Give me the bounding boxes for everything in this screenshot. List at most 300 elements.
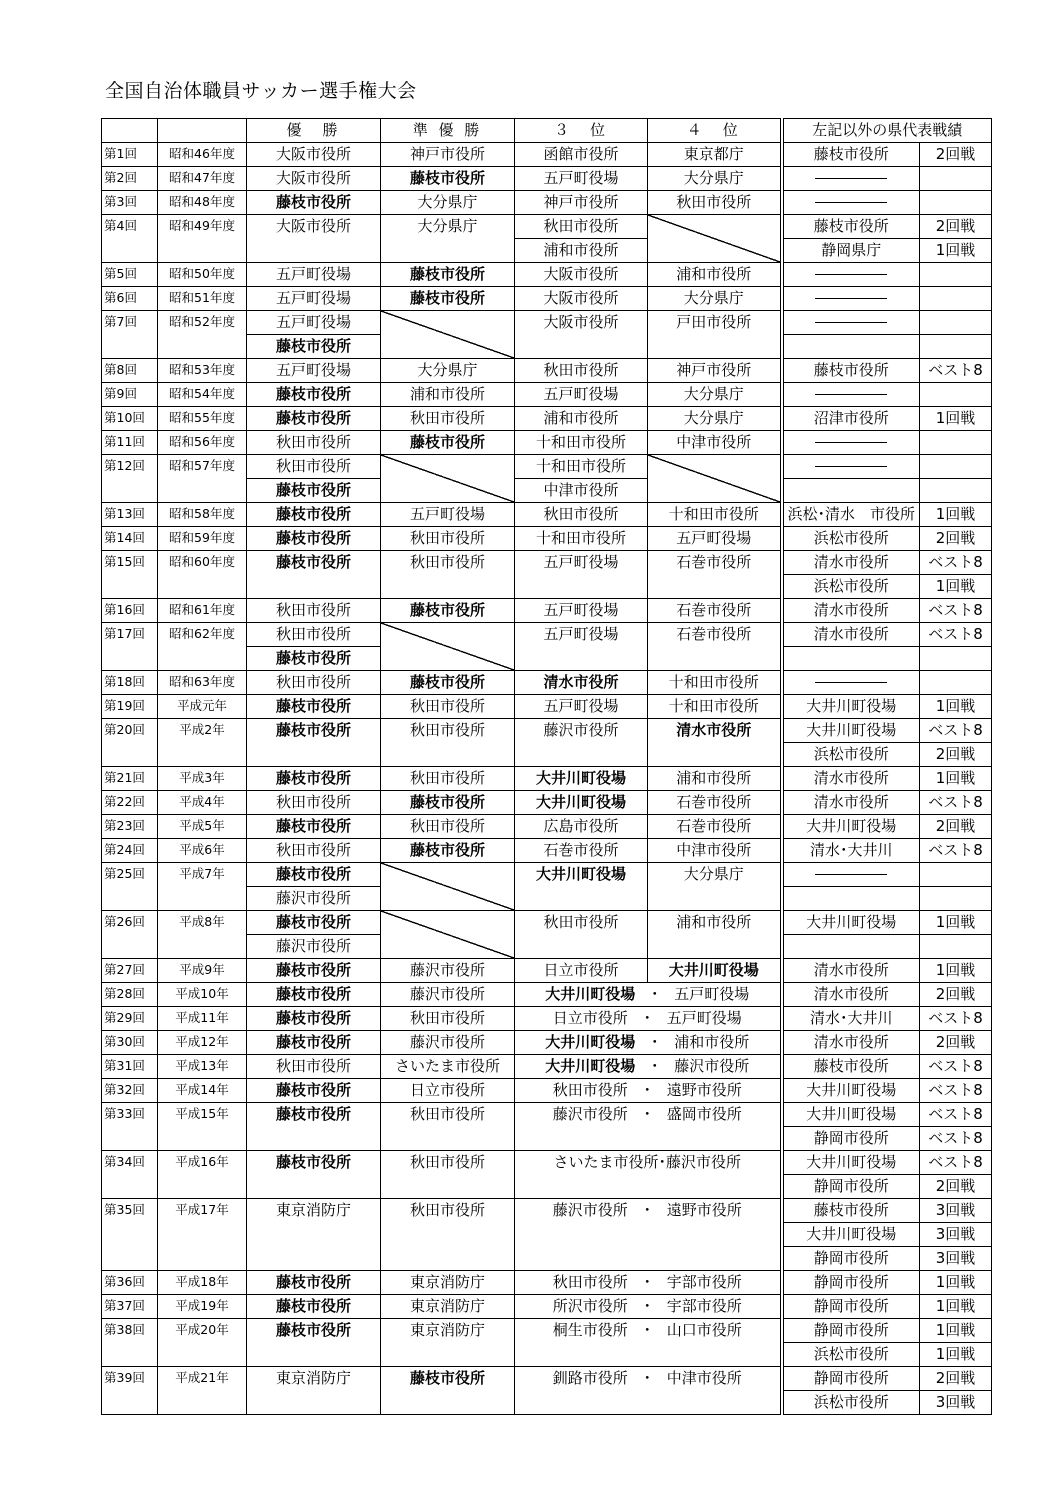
runner-up-cell: さいたま市役所 <box>381 1055 515 1079</box>
runner-up-cell: 日立市役所 <box>381 1079 515 1103</box>
table-row <box>102 263 992 287</box>
third-place-cell: 大阪市役所 <box>515 263 648 287</box>
pref-team-cell: 清水･大井川 <box>782 1007 920 1031</box>
runner-up-cell: 秋田市役所 <box>381 767 515 791</box>
separator: ・ <box>647 985 663 1003</box>
year-cell: 昭和58年度 <box>158 503 247 527</box>
pref-team-cell <box>782 431 920 455</box>
table-row <box>102 1199 992 1223</box>
pref-team-cell <box>782 935 920 959</box>
pref-result-cell: 1回戦 <box>920 1271 992 1295</box>
pref-team-cell <box>782 191 920 215</box>
pref-team-cell <box>782 671 920 695</box>
third-place-cell: 清水市役所 <box>515 671 648 695</box>
champion-cell: 大阪市役所 <box>247 215 381 263</box>
runner-up-cell: 大分県庁 <box>381 359 515 383</box>
table-row <box>102 503 992 527</box>
third-fourth-cell <box>515 1199 782 1271</box>
year-cell: 昭和60年度 <box>158 551 247 599</box>
table-row <box>102 143 992 167</box>
third-fourth-cell: さいたま市役所･藤沢市役所 <box>515 1151 782 1199</box>
header-fourth: ４ 位 <box>648 119 782 143</box>
pref-team-cell: 藤枝市役所 <box>782 143 920 167</box>
year-cell: 平成18年 <box>158 1271 247 1295</box>
pref-team-cell <box>782 335 920 359</box>
runner-up-cell: 秋田市役所 <box>381 815 515 839</box>
round-number: 第16回 <box>102 599 158 623</box>
pref-team-cell: 静岡市役所 <box>782 1271 920 1295</box>
pref-result-cell <box>920 671 992 695</box>
fourth-place-cell: 浦和市役所 <box>648 263 782 287</box>
champion-cell: 東京消防庁 <box>247 1367 381 1415</box>
pref-team-cell: 浜松市役所 <box>782 743 920 767</box>
third-place-cell: 五戸町役場 <box>515 383 648 407</box>
champion-cell: 東京消防庁 <box>247 1199 381 1271</box>
champion-cell: 藤枝市役所 <box>247 1103 381 1151</box>
pref-result-cell: ベスト8 <box>920 719 992 743</box>
runner-up-empty-cell <box>381 311 515 359</box>
champion-cell: 藤枝市役所 <box>247 407 381 431</box>
third-place-team: 藤沢市役所 <box>552 1105 628 1123</box>
table-row <box>102 767 992 791</box>
pref-team-cell <box>782 311 920 335</box>
champion-cell: 藤枝市役所 <box>247 191 381 215</box>
header-other-results: 左記以外の県代表戦績 <box>782 119 992 143</box>
runner-up-cell: 秋田市役所 <box>381 1199 515 1271</box>
table-row <box>102 407 992 431</box>
pref-result-cell: 3回戦 <box>920 1223 992 1247</box>
runner-up-cell: 藤枝市役所 <box>381 431 515 455</box>
year-cell: 平成17年 <box>158 1199 247 1271</box>
header-row <box>102 119 992 143</box>
year-cell: 昭和53年度 <box>158 359 247 383</box>
table-row <box>102 1079 992 1103</box>
third-place-cell: 大阪市役所 <box>515 311 648 359</box>
year-cell: 平成2年 <box>158 719 247 767</box>
round-number: 第26回 <box>102 911 158 959</box>
separator: ・ <box>647 1057 663 1075</box>
pref-result-cell <box>920 863 992 887</box>
third-place-team: 所沢市役所 <box>552 1297 628 1315</box>
dash-line <box>815 274 887 275</box>
pref-team-cell: 清水･大井川 <box>782 839 920 863</box>
year-cell: 平成8年 <box>158 911 247 959</box>
table-row <box>102 1007 992 1031</box>
third-place-team: 大井川町役場 <box>545 1033 636 1051</box>
pref-team-cell: 藤枝市役所 <box>782 1199 920 1223</box>
round-number: 第37回 <box>102 1295 158 1319</box>
third-place-cell: 石巻市役所 <box>515 839 648 863</box>
separator: ・ <box>647 1033 663 1051</box>
runner-up-empty-cell <box>381 455 515 503</box>
pref-team-cell: 大井川町役場 <box>782 1223 920 1247</box>
pref-team-cell: 藤枝市役所 <box>782 1055 920 1079</box>
fourth-place-cell: 五戸町役場 <box>648 527 782 551</box>
results-table <box>101 118 992 1415</box>
separator: ・ <box>639 1105 655 1123</box>
fourth-place-cell: 十和田市役所 <box>648 695 782 719</box>
third-place-team: 大井川町役場 <box>545 985 636 1003</box>
separator: ・ <box>639 1297 655 1315</box>
table-row <box>102 311 992 335</box>
pref-team-cell <box>782 455 920 479</box>
pref-team-cell: 大井川町役場 <box>782 1103 920 1127</box>
pref-result-cell: 3回戦 <box>920 1199 992 1223</box>
year-cell: 昭和59年度 <box>158 527 247 551</box>
pref-team-cell: 清水市役所 <box>782 1031 920 1055</box>
third-place-cell: 五戸町役場 <box>515 599 648 623</box>
pref-team-cell <box>782 647 920 671</box>
pref-result-cell: 2回戦 <box>920 527 992 551</box>
round-number: 第9回 <box>102 383 158 407</box>
table-row <box>102 1367 992 1391</box>
fourth-place-team: 宇部市役所 <box>666 1273 742 1291</box>
pref-team-cell: 清水市役所 <box>782 623 920 647</box>
round-number: 第3回 <box>102 191 158 215</box>
table-row <box>102 695 992 719</box>
year-cell: 昭和57年度 <box>158 455 247 503</box>
pref-result-cell <box>920 191 992 215</box>
table-row <box>102 1295 992 1319</box>
fourth-place-cell: 東京都庁 <box>648 143 782 167</box>
third-place-cell: 大井川町役場 <box>515 767 648 791</box>
table-row <box>102 1151 992 1175</box>
pref-result-cell: ベスト8 <box>920 359 992 383</box>
dash-line <box>815 394 887 395</box>
table-row <box>102 1103 992 1127</box>
pref-team-cell <box>782 383 920 407</box>
round-number: 第23回 <box>102 815 158 839</box>
third-place-cell: 五戸町役場 <box>515 623 648 671</box>
pref-result-cell: 2回戦 <box>920 743 992 767</box>
champion-cell: 大阪市役所 <box>247 143 381 167</box>
runner-up-cell: 藤沢市役所 <box>381 1031 515 1055</box>
table-row <box>102 191 992 215</box>
round-number: 第4回 <box>102 215 158 263</box>
table-row <box>102 431 992 455</box>
champion-cell: 藤枝市役所 <box>247 335 381 359</box>
champion-cell: 藤枝市役所 <box>247 527 381 551</box>
third-place-cell: 大阪市役所 <box>515 287 648 311</box>
table-row <box>102 791 992 815</box>
pref-result-cell: 3回戦 <box>920 1247 992 1271</box>
pref-result-cell: ベスト8 <box>920 1103 992 1127</box>
fourth-place-cell: 中津市役所 <box>648 431 782 455</box>
year-cell: 昭和55年度 <box>158 407 247 431</box>
champion-cell: 藤枝市役所 <box>247 1319 381 1367</box>
pref-team-cell: 沼津市役所 <box>782 407 920 431</box>
pref-result-cell: ベスト8 <box>920 791 992 815</box>
third-fourth-cell <box>515 1319 782 1367</box>
table-row <box>102 455 992 479</box>
dash-line <box>815 202 887 203</box>
fourth-place-cell: 石巻市役所 <box>648 623 782 671</box>
fourth-place-cell: 大分県庁 <box>648 167 782 191</box>
round-number: 第24回 <box>102 839 158 863</box>
year-cell: 昭和47年度 <box>158 167 247 191</box>
year-cell: 平成19年 <box>158 1295 247 1319</box>
champion-cell: 秋田市役所 <box>247 455 381 479</box>
year-cell: 昭和56年度 <box>158 431 247 455</box>
year-cell: 平成10年 <box>158 983 247 1007</box>
table-row <box>102 551 992 575</box>
pref-team-cell: 浜松･清水 市役所 <box>782 503 920 527</box>
pref-result-cell: 2回戦 <box>920 1367 992 1391</box>
fourth-place-cell: 浦和市役所 <box>648 767 782 791</box>
pref-team-cell <box>782 863 920 887</box>
pref-team-cell: 清水市役所 <box>782 599 920 623</box>
third-place-team: 秋田市役所 <box>552 1081 628 1099</box>
pref-result-cell <box>920 455 992 479</box>
year-cell: 平成13年 <box>158 1055 247 1079</box>
pref-result-cell <box>920 431 992 455</box>
pref-result-cell: 1回戦 <box>920 239 992 263</box>
round-number: 第28回 <box>102 983 158 1007</box>
champion-cell: 藤枝市役所 <box>247 695 381 719</box>
year-cell: 平成14年 <box>158 1079 247 1103</box>
pref-result-cell <box>920 887 992 911</box>
round-number: 第36回 <box>102 1271 158 1295</box>
champion-cell: 五戸町役場 <box>247 359 381 383</box>
fourth-place-cell: 十和田市役所 <box>648 503 782 527</box>
champion-cell: 藤枝市役所 <box>247 551 381 599</box>
third-place-cell: 十和田市役所 <box>515 431 648 455</box>
pref-result-cell: ベスト8 <box>920 1007 992 1031</box>
champion-cell: 藤枝市役所 <box>247 1007 381 1031</box>
fourth-place-cell: 石巻市役所 <box>648 551 782 599</box>
runner-up-cell: 藤沢市役所 <box>381 959 515 983</box>
champion-cell: 藤枝市役所 <box>247 815 381 839</box>
pref-result-cell: 1回戦 <box>920 959 992 983</box>
third-place-cell: 五戸町役場 <box>515 551 648 599</box>
fourth-place-cell: 大分県庁 <box>648 383 782 407</box>
dash-line <box>815 298 887 299</box>
pref-team-cell: 清水市役所 <box>782 959 920 983</box>
year-cell: 昭和52年度 <box>158 311 247 359</box>
year-cell: 昭和50年度 <box>158 263 247 287</box>
runner-up-cell: 藤枝市役所 <box>381 1367 515 1415</box>
champion-cell: 秋田市役所 <box>247 839 381 863</box>
champion-cell: 五戸町役場 <box>247 263 381 287</box>
runner-up-cell: 東京消防庁 <box>381 1271 515 1295</box>
table-row <box>102 359 992 383</box>
round-number: 第31回 <box>102 1055 158 1079</box>
runner-up-cell: 大分県庁 <box>381 215 515 263</box>
round-number: 第7回 <box>102 311 158 359</box>
round-number: 第33回 <box>102 1103 158 1151</box>
table-row <box>102 911 992 935</box>
runner-up-cell: 秋田市役所 <box>381 551 515 599</box>
champion-cell: 藤枝市役所 <box>247 1295 381 1319</box>
round-number: 第34回 <box>102 1151 158 1199</box>
third-place-cell: 秋田市役所 <box>515 911 648 959</box>
champion-cell: 秋田市役所 <box>247 431 381 455</box>
pref-result-cell: ベスト8 <box>920 1079 992 1103</box>
round-number: 第32回 <box>102 1079 158 1103</box>
pref-result-cell: 2回戦 <box>920 1175 992 1199</box>
runner-up-cell: 五戸町役場 <box>381 503 515 527</box>
fourth-place-cell: 十和田市役所 <box>648 671 782 695</box>
runner-up-cell: 秋田市役所 <box>381 695 515 719</box>
round-number: 第14回 <box>102 527 158 551</box>
runner-up-cell: 秋田市役所 <box>381 719 515 767</box>
third-place-team: 釧路市役所 <box>552 1369 628 1387</box>
year-cell: 平成20年 <box>158 1319 247 1367</box>
runner-up-cell: 藤枝市役所 <box>381 791 515 815</box>
pref-result-cell: 3回戦 <box>920 1391 992 1415</box>
header-runner-up: 準 優 勝 <box>381 119 515 143</box>
runner-up-cell: 藤枝市役所 <box>381 287 515 311</box>
pref-result-cell: 1回戦 <box>920 575 992 599</box>
fourth-place-empty-cell <box>648 215 782 263</box>
pref-result-cell: ベスト8 <box>920 623 992 647</box>
runner-up-cell: 藤枝市役所 <box>381 167 515 191</box>
champion-cell: 藤沢市役所 <box>247 935 381 959</box>
table-row <box>102 383 992 407</box>
runner-up-cell: 神戸市役所 <box>381 143 515 167</box>
third-place-cell: 五戸町役場 <box>515 167 648 191</box>
round-number: 第10回 <box>102 407 158 431</box>
third-place-cell: 中津市役所 <box>515 479 648 503</box>
pref-team-cell: 清水市役所 <box>782 983 920 1007</box>
table-row <box>102 623 992 647</box>
table-row <box>102 671 992 695</box>
champion-cell: 藤枝市役所 <box>247 1079 381 1103</box>
pref-team-cell: 浜松市役所 <box>782 1391 920 1415</box>
round-number: 第20回 <box>102 719 158 767</box>
table-row <box>102 527 992 551</box>
fourth-place-cell: 大分県庁 <box>648 287 782 311</box>
year-cell: 平成9年 <box>158 959 247 983</box>
pref-team-cell: 静岡市役所 <box>782 1247 920 1271</box>
pref-result-cell: 1回戦 <box>920 911 992 935</box>
pref-team-cell: 大井川町役場 <box>782 1151 920 1175</box>
round-number: 第13回 <box>102 503 158 527</box>
round-number: 第12回 <box>102 455 158 503</box>
round-number: 第5回 <box>102 263 158 287</box>
round-number: 第22回 <box>102 791 158 815</box>
runner-up-cell: 秋田市役所 <box>381 1103 515 1151</box>
champion-cell: 藤枝市役所 <box>247 383 381 407</box>
champion-cell: 藤枝市役所 <box>247 1151 381 1199</box>
champion-cell: 藤枝市役所 <box>247 863 381 887</box>
separator: ・ <box>639 1273 655 1291</box>
pref-result-cell: ベスト8 <box>920 551 992 575</box>
table-row <box>102 719 992 743</box>
table-row <box>102 1031 992 1055</box>
pref-result-cell <box>920 335 992 359</box>
third-place-team: 藤沢市役所 <box>552 1201 628 1219</box>
fourth-place-team: 五戸町役場 <box>666 1009 742 1027</box>
table-row <box>102 1055 992 1079</box>
champion-cell: 秋田市役所 <box>247 791 381 815</box>
round-number: 第21回 <box>102 767 158 791</box>
runner-up-cell: 大分県庁 <box>381 191 515 215</box>
year-cell: 昭和63年度 <box>158 671 247 695</box>
year-cell: 平成15年 <box>158 1103 247 1151</box>
third-place-cell: 函館市役所 <box>515 143 648 167</box>
champion-cell: 藤枝市役所 <box>247 767 381 791</box>
round-number: 第8回 <box>102 359 158 383</box>
year-cell: 平成4年 <box>158 791 247 815</box>
fourth-place-cell: 神戸市役所 <box>648 359 782 383</box>
pref-result-cell: ベスト8 <box>920 839 992 863</box>
year-cell: 昭和51年度 <box>158 287 247 311</box>
pref-result-cell: 2回戦 <box>920 143 992 167</box>
runner-up-cell: 秋田市役所 <box>381 1007 515 1031</box>
fourth-place-cell: 浦和市役所 <box>648 911 782 959</box>
round-number: 第2回 <box>102 167 158 191</box>
dash-line <box>815 682 887 683</box>
year-cell: 昭和46年度 <box>158 143 247 167</box>
third-fourth-cell <box>515 1271 782 1295</box>
fourth-place-cell: 清水市役所 <box>648 719 782 767</box>
round-number: 第11回 <box>102 431 158 455</box>
separator: ・ <box>639 1081 655 1099</box>
runner-up-cell: 秋田市役所 <box>381 1151 515 1199</box>
round-number: 第35回 <box>102 1199 158 1271</box>
third-place-cell: 藤沢市役所 <box>515 719 648 767</box>
champion-cell: 藤沢市役所 <box>247 887 381 911</box>
header-champion: 優 勝 <box>247 119 381 143</box>
third-place-cell: 秋田市役所 <box>515 359 648 383</box>
champion-cell: 藤枝市役所 <box>247 647 381 671</box>
table-row <box>102 839 992 863</box>
pref-team-cell: 大井川町役場 <box>782 695 920 719</box>
pref-team-cell: 浜松市役所 <box>782 1343 920 1367</box>
pref-team-cell: 静岡市役所 <box>782 1127 920 1151</box>
round-number: 第27回 <box>102 959 158 983</box>
year-cell: 平成6年 <box>158 839 247 863</box>
third-place-team: 大井川町役場 <box>545 1057 636 1075</box>
runner-up-cell: 藤沢市役所 <box>381 983 515 1007</box>
year-cell: 昭和54年度 <box>158 383 247 407</box>
year-cell: 平成12年 <box>158 1031 247 1055</box>
runner-up-cell: 秋田市役所 <box>381 527 515 551</box>
table-row <box>102 959 992 983</box>
third-place-team: 日立市役所 <box>552 1009 628 1027</box>
champion-cell: 秋田市役所 <box>247 671 381 695</box>
pref-team-cell: 静岡市役所 <box>782 1367 920 1391</box>
dash-line <box>815 322 887 323</box>
champion-cell: 藤枝市役所 <box>247 959 381 983</box>
pref-team-cell <box>782 287 920 311</box>
third-fourth-cell <box>515 983 782 1007</box>
champion-cell: 藤枝市役所 <box>247 503 381 527</box>
pref-result-cell <box>920 167 992 191</box>
year-cell: 昭和48年度 <box>158 191 247 215</box>
runner-up-cell: 東京消防庁 <box>381 1295 515 1319</box>
champion-cell: 藤枝市役所 <box>247 983 381 1007</box>
runner-up-empty-cell <box>381 911 515 959</box>
table-row <box>102 167 992 191</box>
fourth-place-cell: 石巻市役所 <box>648 791 782 815</box>
pref-team-cell: 清水市役所 <box>782 791 920 815</box>
third-place-cell: 五戸町役場 <box>515 695 648 719</box>
fourth-place-cell: 戸田市役所 <box>648 311 782 359</box>
round-number: 第18回 <box>102 671 158 695</box>
pref-result-cell: 1回戦 <box>920 1295 992 1319</box>
third-fourth-cell <box>515 1031 782 1055</box>
pref-result-cell <box>920 479 992 503</box>
fourth-place-cell: 大井川町役場 <box>648 959 782 983</box>
runner-up-cell: 東京消防庁 <box>381 1319 515 1367</box>
separator: ・ <box>639 1321 655 1339</box>
pref-result-cell <box>920 383 992 407</box>
pref-result-cell: 1回戦 <box>920 407 992 431</box>
champion-cell: 秋田市役所 <box>247 1055 381 1079</box>
year-cell: 平成元年 <box>158 695 247 719</box>
